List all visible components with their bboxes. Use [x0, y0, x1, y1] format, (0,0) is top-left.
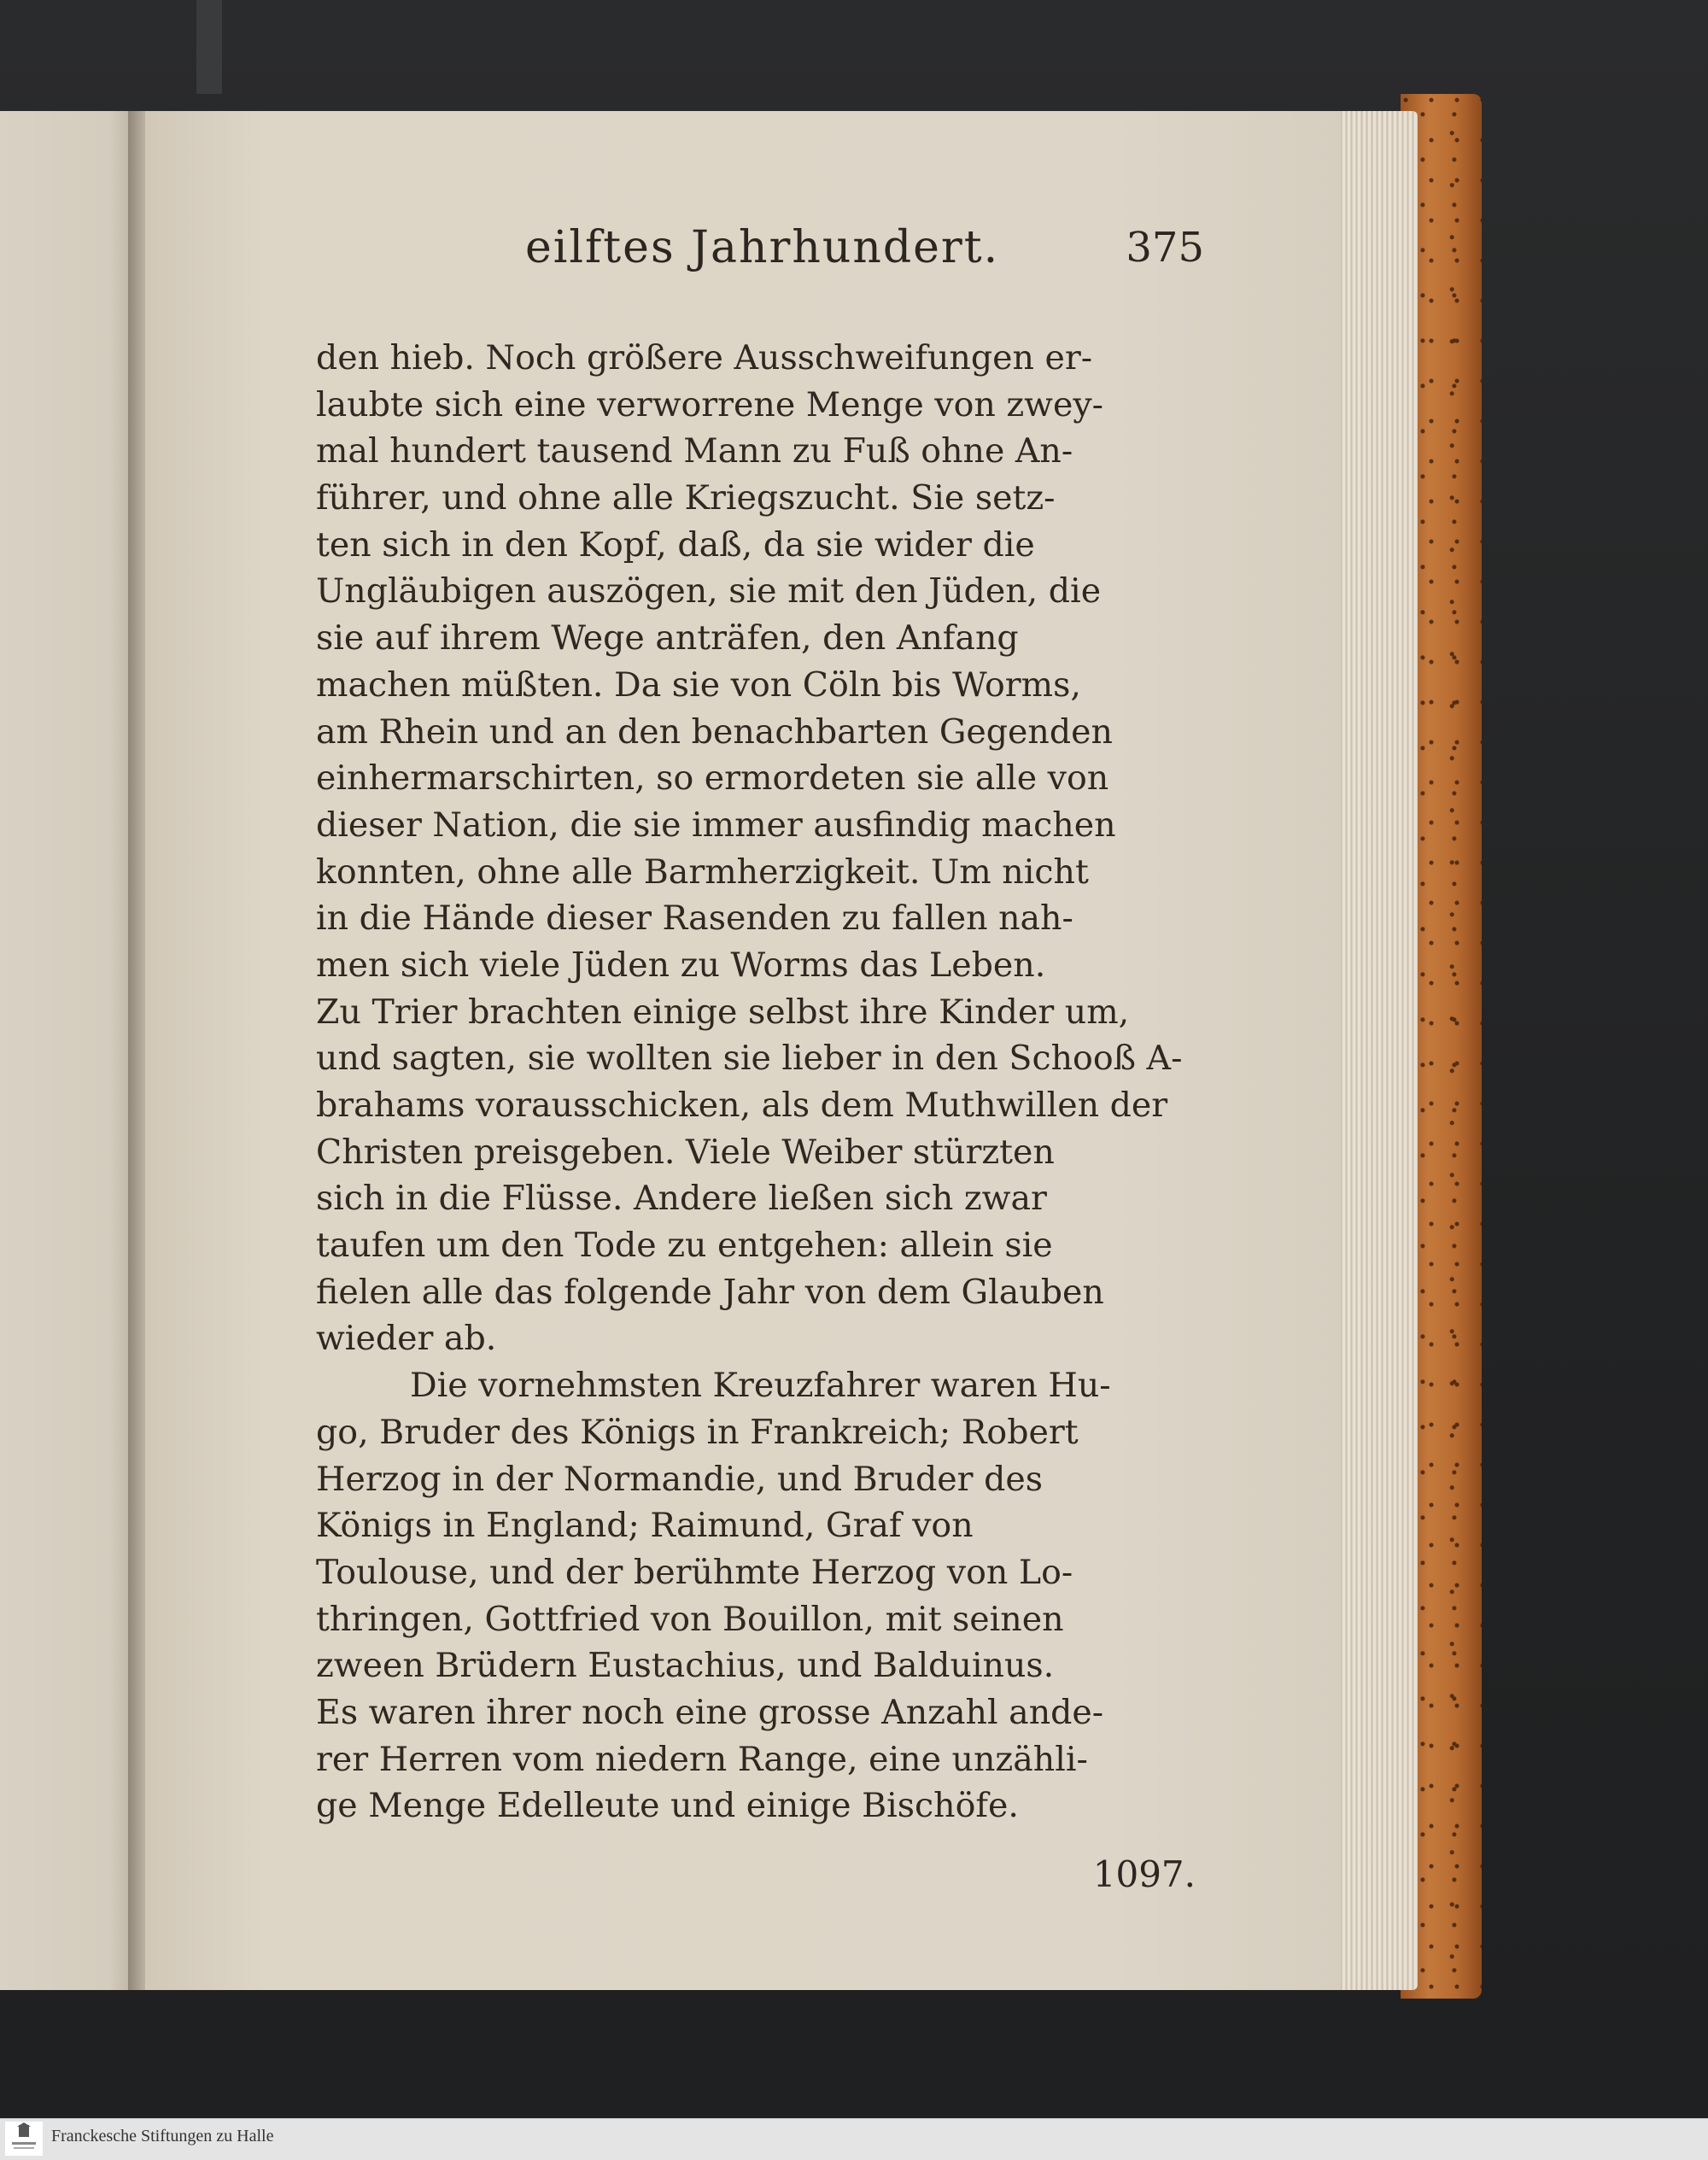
text-line: Christen preisgeben. Viele Weiber stürzten [316, 1132, 1055, 1172]
text-line: in die Hände dieser Rasenden zu fallen nah- [316, 899, 1073, 939]
text-line: Die vornehmsten Kreuzfahrer waren Hu- [410, 1366, 1111, 1406]
text-line: Toulouse, und der berühmte Herzog von Lo- [316, 1552, 1073, 1592]
text-line: rer Herren vom niedern Range, eine unzähli- [316, 1739, 1088, 1779]
body-text [316, 335, 1196, 1829]
text-line: zween Brüdern Eustachius, und Balduinus. [316, 1646, 1055, 1686]
page-number: 375 [1126, 224, 1204, 272]
right-page [145, 111, 1341, 1990]
text-line: fielen alle das folgende Jahr von dem Glauben [316, 1272, 1104, 1312]
open-book [0, 94, 1482, 2041]
text-line: sich in die Flüsse. Andere ließen sich zwar [316, 1179, 1047, 1219]
text-line: go, Bruder des Königs in Frankreich; Robert [316, 1412, 1079, 1452]
running-header: eilftes Jahrhundert. [525, 222, 1000, 273]
text-line: dieser Nation, die sie immer ausfindig machen [316, 805, 1116, 845]
text-line: sie auf ihrem Wege anträfen, den Anfang [316, 618, 1019, 659]
text-line: ten sich in den Kopf, daß, da sie wider die [316, 524, 1035, 565]
text-line: men sich viele Jüden zu Worms das Leben. [316, 945, 1046, 985]
text-line: brahams vorausschicken, als dem Muthwillen der [316, 1086, 1168, 1125]
text-line: am Rhein und an den benachbarten Gegenden [316, 711, 1113, 752]
text-line: machen müßten. Da sie von Cöln bis Worms, [316, 664, 1081, 705]
text-line: den hieb. Noch größere Ausschweifungen er- [316, 338, 1093, 378]
page-stack-edge [1332, 111, 1418, 1990]
text-line: taufen um den Tode zu entgehen: allein sie [316, 1226, 1053, 1266]
text-line: Zu Trier brachten einige selbst ihre Kinder um, [316, 992, 1130, 1032]
catchword: 1097. [1092, 1853, 1196, 1895]
text-line: thringen, Gottfried von Bouillon, mit seinen [316, 1599, 1064, 1639]
institution-name: Franckesche Stiftungen zu Halle [51, 2127, 274, 2145]
text-line: führer, und ohne alle Kriegszucht. Sie setz- [316, 478, 1056, 518]
text-line: ge Menge Edelleute und einige Bischöfe. [316, 1786, 1019, 1826]
text-line: wieder ab. [316, 1319, 497, 1359]
text-line: Königs in England; Raimund, Graf von [316, 1506, 974, 1546]
text-line: konnten, ohne alle Barmherzigkeit. Um nicht [316, 852, 1089, 892]
left-page [0, 111, 137, 1990]
text-line: einhermarschirten, so ermordeten sie alle von [316, 758, 1109, 799]
text-line: laubte sich eine verworrene Menge von zwey- [316, 384, 1104, 424]
text-line: Herzog in der Normandie, und Bruder des [316, 1459, 1044, 1499]
text-line: und sagten, sie wollten sie lieber in den Schooß A- [316, 1039, 1183, 1079]
institution-logo-icon [5, 2122, 43, 2156]
text-line: Es waren ihrer noch eine grosse Anzahl ande- [316, 1692, 1104, 1732]
text-line: Ungläubigen auszögen, sie mit den Jüden, die [316, 571, 1102, 612]
text-line: mal hundert tausend Mann zu Fuß ohne An- [316, 431, 1073, 471]
book-spine-top [196, 0, 222, 94]
